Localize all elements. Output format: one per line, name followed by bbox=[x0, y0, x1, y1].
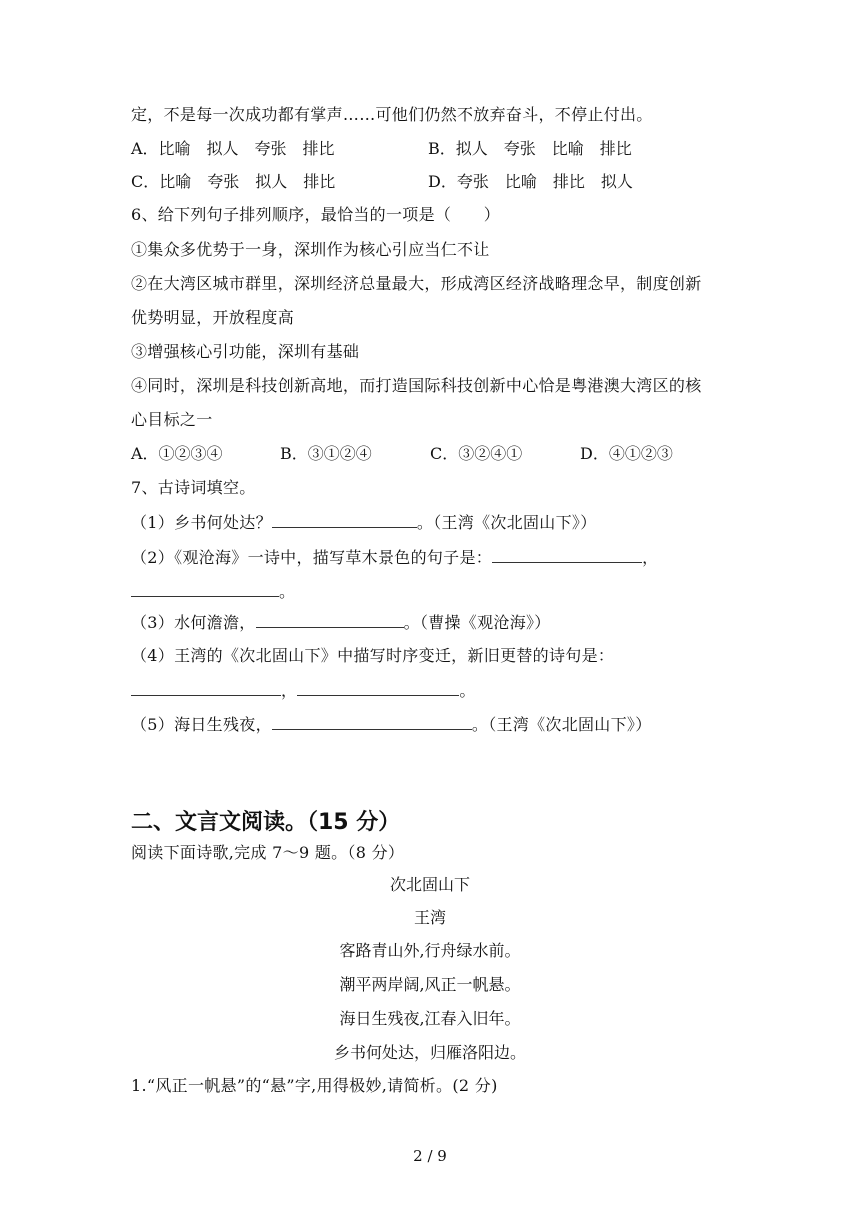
answer-blank[interactable] bbox=[131, 679, 281, 696]
q7-item-5 bbox=[131, 713, 652, 736]
poem-title: 次北固山下 bbox=[389, 875, 470, 894]
q6-sentence-4b: 心目标之一 bbox=[131, 410, 213, 429]
q7-item-4: （4）王湾的《次北固山下》中描写时序变迁，新旧更替的诗句是： bbox=[131, 646, 615, 665]
q6-stem: 6、给下列句子排列顺序，最恰当的一项是（ ） bbox=[131, 205, 501, 224]
q7-3-prefix: （3）水何澹澹， bbox=[131, 613, 256, 632]
q6-option-a: A．①②③④ bbox=[131, 444, 223, 463]
q7-1-prefix: （1）乡书何处达？ bbox=[131, 513, 272, 532]
q5-option-c: C．比喻 夸张 拟人 排比 bbox=[131, 172, 336, 191]
section-2-intro: 阅读下面诗歌,完成 7～9 题。（8 分） bbox=[131, 843, 405, 862]
poem-line-1: 客路青山外,行舟绿水前。 bbox=[339, 941, 521, 960]
poem-line-2: 潮平两岸阔,风正一帆悬。 bbox=[339, 975, 521, 994]
q5-tail-text: 定，不是每一次成功都有掌声……可他们仍然不放弃奋斗，不停止付出。 bbox=[131, 105, 653, 124]
q6-sentence-2b: 优势明显，开放程度高 bbox=[131, 308, 295, 327]
q6-sentence-1: ①集众多优势于一身，深圳作为核心引应当仁不让 bbox=[131, 240, 490, 259]
q7-5-prefix: （5）海日生残夜， bbox=[131, 715, 272, 734]
q7-item-1 bbox=[131, 511, 597, 534]
poem-line-4: 乡书何处达，归雁洛阳边。 bbox=[333, 1043, 526, 1062]
q7-2-comma: ， bbox=[642, 548, 659, 567]
q7-item-4-cont bbox=[131, 679, 476, 702]
q7-4-comma: ， bbox=[281, 681, 298, 700]
page-number: 2 / 9 bbox=[413, 1147, 447, 1165]
q7-4-end: 。 bbox=[459, 681, 476, 700]
section-2-heading: 二、文言文阅读。（15 分） bbox=[131, 810, 401, 835]
q6-sentence-2a: ②在大湾区城市群里，深圳经济总量最大，形成湾区经济战略理念早，制度创新 bbox=[131, 274, 702, 293]
q7-item-3 bbox=[131, 611, 551, 634]
q7-item-2-cont bbox=[131, 580, 295, 603]
q6-sentence-4a: ④同时，深圳是科技创新高地，而打造国际科技创新中心恰是粤港澳大湾区的核 bbox=[131, 376, 702, 395]
answer-blank[interactable] bbox=[131, 580, 279, 597]
q5-option-a: A．比喻 拟人 夸张 排比 bbox=[131, 139, 335, 158]
q5-option-b: B．拟人 夸张 比喻 排比 bbox=[428, 139, 632, 158]
q7-item-2 bbox=[131, 546, 658, 569]
q7-5-suffix: 。（王湾《次北固山下》） bbox=[471, 715, 652, 734]
q7-2-end: 。 bbox=[279, 582, 296, 601]
q7-1-suffix: 。（王湾《次北固山下》） bbox=[416, 513, 597, 532]
q6-option-c: C．③②④① bbox=[430, 444, 523, 463]
poem-line-3: 海日生残夜,江春入旧年。 bbox=[339, 1009, 521, 1028]
q6-sentence-3: ③增强核心引功能，深圳有基础 bbox=[131, 342, 360, 361]
q7-stem: 7、古诗词填空。 bbox=[131, 478, 256, 497]
q6-option-b: B．③①②④ bbox=[280, 444, 372, 463]
answer-blank[interactable] bbox=[492, 546, 642, 563]
poem-author: 王湾 bbox=[413, 908, 446, 927]
q7-2-prefix: （2）《观沧海》一诗中，描写草木景色的句子是： bbox=[131, 548, 493, 567]
section-2-question-1: 1.“风正一帆悬”的“悬”字,用得极妙,请简析。(2 分) bbox=[131, 1076, 498, 1095]
q5-option-d: D．夸张 比喻 排比 拟人 bbox=[428, 172, 633, 191]
q7-3-suffix: 。（曹操《观沧海》） bbox=[403, 613, 551, 632]
answer-blank[interactable] bbox=[256, 611, 404, 628]
answer-blank[interactable] bbox=[272, 713, 472, 730]
answer-blank[interactable] bbox=[297, 679, 459, 696]
q6-option-d: D．④①②③ bbox=[580, 444, 673, 463]
answer-blank[interactable] bbox=[272, 511, 417, 528]
